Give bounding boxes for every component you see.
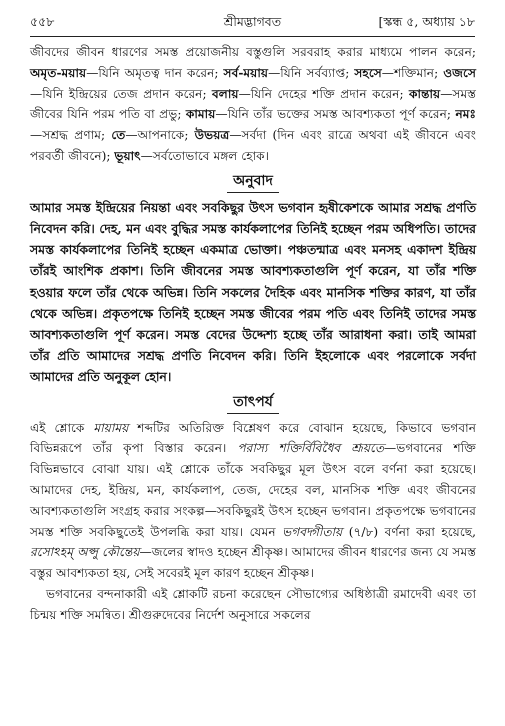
- synonym-text: —সমস্ত জীবের যিনি পরম পতি বা প্রভু;: [30, 86, 476, 122]
- purport-text: ভগবদ্গীতায়: [282, 524, 343, 539]
- chapter-reference: [স্কন্ধ ৫, অধ্যায় ১৮: [378, 14, 475, 29]
- purport-paragraph-2: ভগবানের বন্দনাকারী এই শ্লোকটি রচনা করেছেন সৌভাগ্যের অধিষ্ঠাত্রী রমাদেবী এবং তা চিন্ময় শক্তি সমন্বিত। শ্রীগুরুদেবের নির্দেশ অনুসারে সকলের: [30, 586, 476, 622]
- purport-text: (৭/৮) বর্ণনা করা হয়েছে,: [342, 524, 476, 539]
- page-content: [30, 42, 476, 626]
- synonym-text: জীবদের জীবন ধারণের সমস্ত প্রয়োজনীয় বস্তুগুলি সরবরাহ করার মাধ্যমে পালন করেন;: [30, 45, 476, 59]
- synonym-text: —আপনাকে;: [125, 128, 195, 143]
- purport-heading: তাৎপর্য: [30, 392, 476, 414]
- purport-text: পরাস্য শক্তির্বিবিধৈব শ্রূয়তে: [237, 441, 385, 456]
- synonym-text: —যিনি দেহের শক্তি প্রদান করেন;: [238, 86, 410, 101]
- synonym-text: —যিনি সর্বব্যাপ্ত;: [268, 65, 355, 80]
- purport-text: এই শ্লোকে: [30, 420, 94, 435]
- synonym-text: —যিনি ইন্দ্রিয়ের তেজ প্রদান করেন;: [30, 86, 213, 101]
- purport-text: মায়াময়: [93, 420, 129, 435]
- synonym-text: কামায়: [185, 107, 216, 122]
- purport-text: শব্দটির অতিরিক্ত বিশ্লেষণ করে বোঝান হয়েছে, কিভাবে ভগবান বিভিন্নরূপে তাঁর কৃপা বিস্তার করেন।: [30, 420, 476, 456]
- synonym-text: —যিনি অমৃতত্ব দান করেন;: [86, 65, 224, 80]
- synonym-text: উভয়ত্র: [194, 128, 230, 143]
- synonym-text: সর্ব-ময়ায়: [223, 65, 269, 80]
- synonym-text: কান্তায়: [409, 86, 441, 101]
- header-divider: [30, 36, 475, 37]
- translation-heading: অনুবাদ: [30, 171, 476, 193]
- purport-text: —ভগবানের শক্তি বিভিন্নভাবে বোঝা যায়। এই শ্লোকে তাঁকে সবকিছুর মূল উৎস বলে বর্ণনা করা হয়েছে। আমাদের দেহ, ইন্দ্রিয়, মন, কার্যকলাপ, তেজ, দেহের বল, মানসিক শক্তি এবং জীবনের আবশ্যকতাগুলি সংগ্রহ করার সংকল্প—সবকিছুরই উৎস হচ্ছেন ভগবান। প্রকৃতপক্ষে ভগবানের সমস্ত শক্তি সবকিছুতেই উপলব্ধি করা যায়। যেমন: [30, 441, 476, 539]
- synonym-text: বলায়: [212, 86, 239, 101]
- synonym-text: সহসে: [354, 65, 382, 80]
- purport-paragraph-1: [30, 418, 476, 584]
- purport-text: রসোঽহম্ অপ্সু কৌন্তেয়: [30, 545, 140, 560]
- page-number: ৫৫৮: [30, 14, 55, 29]
- book-title: শ্রীমদ্ভাগবত: [223, 14, 282, 29]
- synonym-text: —সর্বতোভাবে মঙ্গল হোক।: [140, 148, 270, 163]
- synonym-text: —যিনি তাঁর ভক্তের সমস্ত আবশ্যকতা পূর্ণ করেন;: [215, 107, 456, 122]
- page-header: [30, 14, 475, 34]
- synonym-text: নমঃ: [455, 107, 476, 122]
- synonym-text: —সর্বদা (দিন এবং রাত্রে অথবা এই জীবনে এবং পরবর্তী জীবনে);: [30, 128, 477, 163]
- synonym-text: —শক্তিমান;: [381, 65, 444, 80]
- synonym-text: —সশ্রদ্ধ প্রণাম;: [30, 128, 112, 143]
- synonyms-paragraph: [30, 42, 476, 167]
- synonym-text: ওজসে: [443, 65, 477, 80]
- translation-paragraph: আমার সমস্ত ইন্দ্রিয়ের নিয়ন্তা এবং সবকিছুর উৎস ভগবান হৃষীকেশকে আমার সশ্রদ্ধ প্রণতি নিবেদন করি। দেহ, মন এবং বুদ্ধির সমস্ত কার্যকলাপের তিনিই হচ্ছেন পরম অধিপতি। তাদের সমস্ত কার্যকলাপের তিনিই হচ্ছেন একমাত্র ভোক্তা। পঞ্চতন্মাত্র এবং মনসহ একাদশ ইন্দ্রিয় তাঁরই আংশিক প্রকাশ। তিনি জীবনের সমস্ত আবশ্যকতাগুলি পূর্ণ করেন, যা তাঁর শক্তি হওয়ার ফলে তাঁর থেকে অভিন্ন। তিনি সকলের দৈহিক এবং মানসিক শক্তির কারণ, যা তাঁর থেকে অভিন্ন। প্রকৃতপক্ষে তিনিই হচ্ছেন সমস্ত জীবের পরম পতি এবং তিনিই তাদের সমস্ত আবশ্যকতাগুলি পূর্ণ করেন। সমস্ত বেদের উদ্দেশ্য হচ্ছে তাঁর আরাধনা করা। তাই আমরা তাঁর প্রতি আমাদের সশ্রদ্ধ প্রণতি নিবেদন করি। তিনি ইহলোকে এবং পরলোকে সর্বদা আমাদের প্রতি অনুকূল হোন।: [30, 199, 476, 385]
- purport-text: —জলের স্বাদও হচ্ছেন শ্রীকৃষ্ণ। আমাদের জীবন ধারণের জন্য যে সমস্ত বস্তুর আবশ্যকতা হয়, সেই সবেরই মূল কারণ হচ্ছেন শ্রীকৃষ্ণ।: [30, 545, 476, 581]
- synonym-text: ভূয়াৎ: [114, 148, 141, 163]
- synonym-text: অমৃত-ময়ায়: [30, 65, 87, 80]
- synonym-text: তে: [111, 128, 126, 143]
